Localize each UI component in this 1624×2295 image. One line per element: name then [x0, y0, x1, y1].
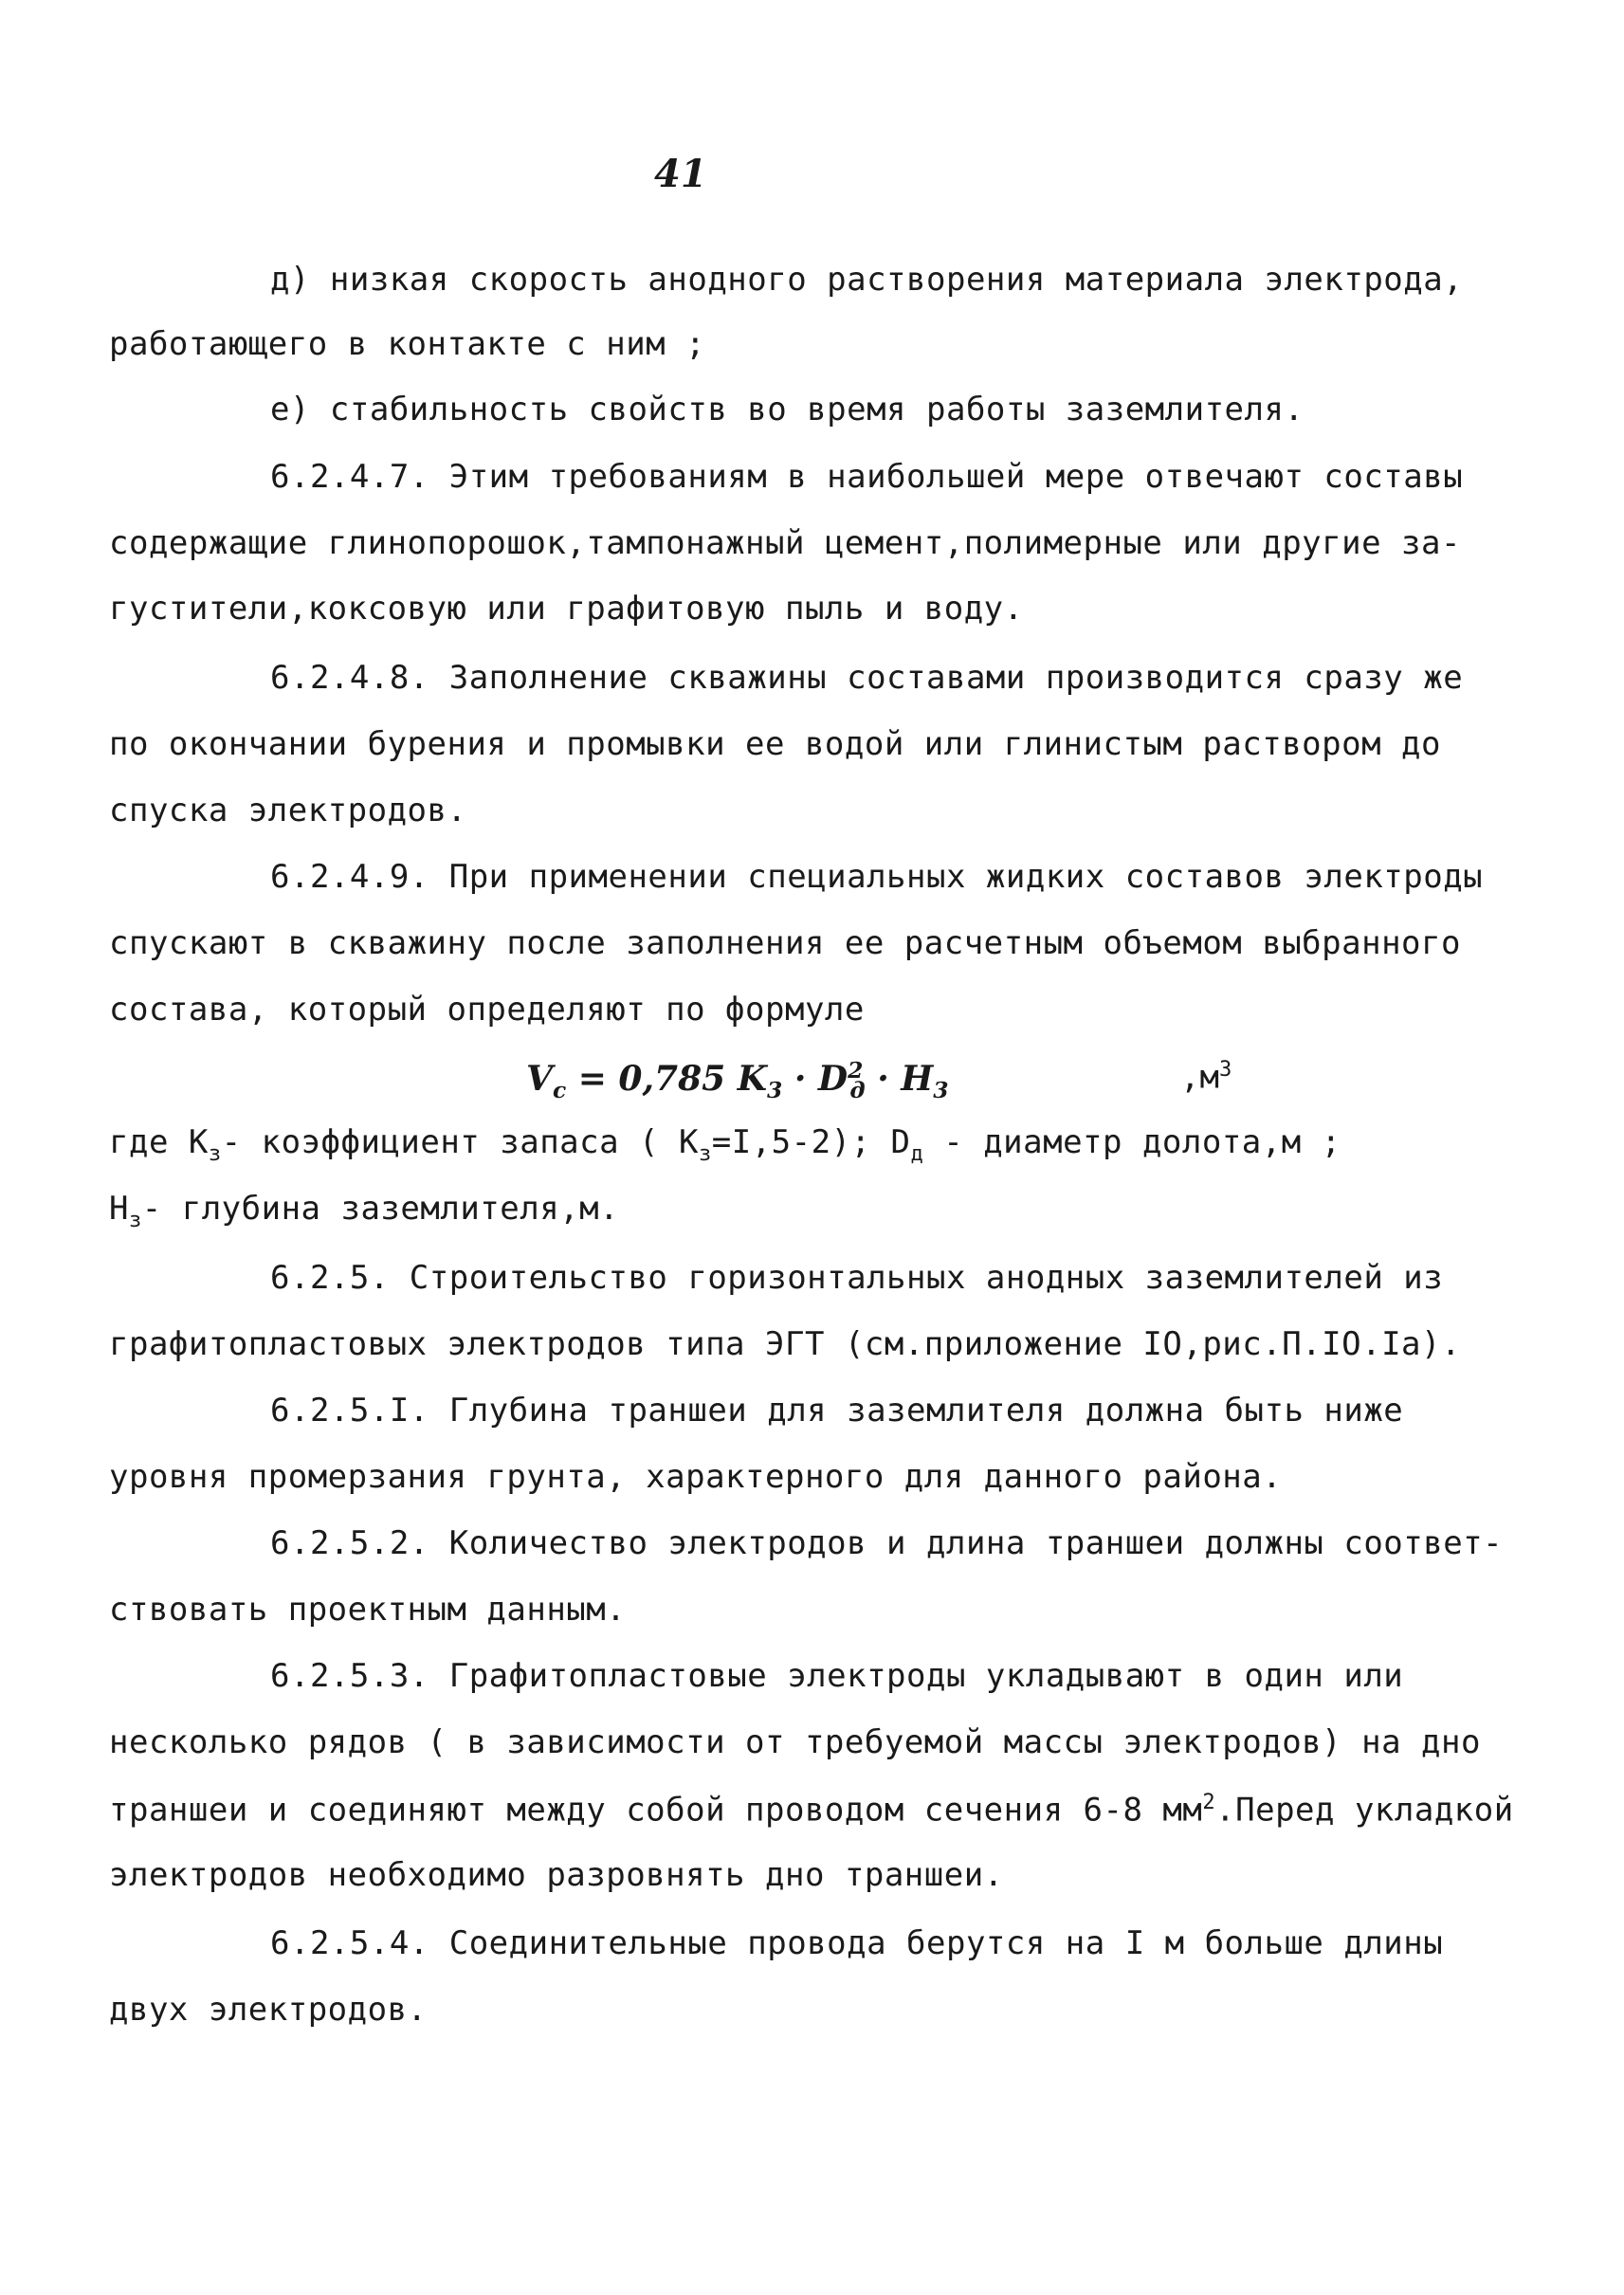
- text-line: уровня промерзания грунта, характерного для данного района.: [109, 1458, 1283, 1496]
- text-line: состава, который определяют по формуле: [109, 991, 865, 1029]
- text-line: 6.2.5.I. Глубина траншеи для заземлителя должна быть ниже: [270, 1392, 1404, 1430]
- text-line: 6.2.5. Строительство горизонтальных анодных заземлителей из: [270, 1259, 1444, 1297]
- text-line: электродов необходимо разровнять дно траншеи.: [109, 1856, 1004, 1894]
- page-number: 41: [654, 152, 707, 196]
- text-line: д) низкая скорость анодного растворения материала электрода,: [270, 261, 1464, 299]
- text-line: несколько рядов ( в зависимости от требуемой массы электродов) на дно: [109, 1723, 1481, 1761]
- volume-formula: $V_c = 0,785$ $K_3 \cdot D^2_д \cdot H_3$: [526, 1057, 949, 1104]
- text-line: 6.2.5.2. Количество электродов и длина траншеи должны соответ-: [270, 1524, 1504, 1562]
- formula-unit: $,м^3$: [1180, 1057, 1232, 1097]
- text-line: ствовать проектным данным.: [109, 1591, 627, 1629]
- text-line: графитопластовых электродов типа ЭГТ (см.приложение IO,рис.П.IO.Iа).: [109, 1325, 1461, 1363]
- text-line: содержащие глинопорошок,тампонажный цемент,полимерные или другие за-: [109, 524, 1461, 562]
- text-line: 6.2.4.8. Заполнение скважины составами производится сразу же: [270, 659, 1464, 697]
- text-line: 6.2.5.4. Соединительные провода берутся на I м больше длины: [270, 1924, 1444, 1962]
- text-line: спускают в скважину после заполнения ее расчетным объемом выбранного: [109, 924, 1461, 962]
- text-line: 6.2.4.9. При применении специальных жидких составов электроды: [270, 858, 1484, 896]
- text-line: работающего в контакте с ним ;: [109, 325, 706, 363]
- text-line: $Н_з-$ глубина заземлителя,м.: [109, 1190, 620, 1232]
- text-line: спуска электродов.: [109, 792, 467, 829]
- text-line: 6.2.5.3. Графитопластовые электроды укладывают в один или: [270, 1657, 1404, 1695]
- text-line: е) стабильность свойств во время работы заземлителя.: [270, 391, 1305, 428]
- text-line: двух электродов.: [109, 1991, 428, 2029]
- text-line: 6.2.4.7. Этим требованиям в наибольшей мере отвечают составы: [270, 458, 1464, 496]
- text-line: по окончании бурения и промывки ее водой или глинистым раствором до: [109, 725, 1441, 763]
- text-line: где $К_з-$ коэффициент запаса ( $К_з=I,5-2$); $D_д$ - диаметр долота,м ;: [109, 1123, 1341, 1166]
- text-line: траншеи и соединяют между собой проводом сечения 6-8 $мм^2.Перед$ укладкой: [109, 1790, 1514, 1830]
- text-line: густители,коксовую или графитовую пыль и воду.: [109, 590, 1024, 628]
